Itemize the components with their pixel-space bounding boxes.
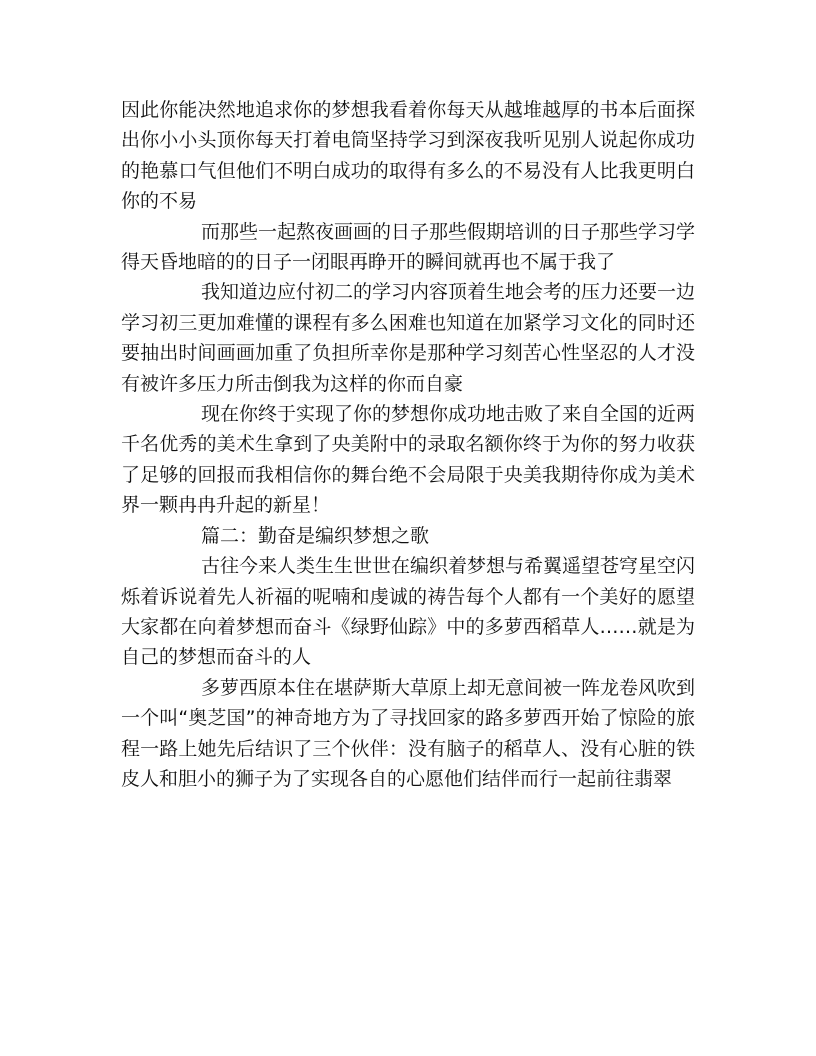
section-heading: 篇二：勤奋是编织梦想之歌 (201, 524, 430, 547)
paragraph-5: 古往今来人类生生世世在编织着梦想与希翼遥望苍穹星空闪烁着诉说着先人祈福的呢喃和虔诚的祷告每个人都有一个美好的愿望大家都在向着梦想而奋斗《绿野仙踪》中的多萝西稻草人……就是为自己的梦想而奋斗的人 (121, 555, 696, 669)
paragraph-6: 多萝西原本住在堪萨斯大草原上却无意间被一阵龙卷风吹到一个叫“奥芝国”的神奇地方为了寻找回家的路多萝西开始了惊险的旅程一路上她先后结识了三个伙伴：没有脑子的稻草人、没有心脏的铁皮人和胆小的狮子为了实现各自的心愿他们结伴而行一起前往翡翠 (121, 676, 696, 790)
body-text (121, 95, 695, 794)
paragraph-2: 而那些一起熬夜画画的日子那些假期培训的日子那些学习学得天昏地暗的的日子一闭眼再睁开的瞬间就再也不属于我了 (121, 220, 696, 274)
paragraph-4: 现在你终于实现了你的梦想你成功地击败了来自全国的近两千名优秀的美术生拿到了央美附中的录取名额你终于为你的努力收获了足够的回报而我相信你的舞台绝不会局限于央美我期待你成为美术界一颗冉冉升起的新星！ (121, 403, 696, 517)
paragraph-3: 我知道边应付初二的学习内容顶着生地会考的压力还要一边学习初三更加难懂的课程有多么困难也知道在加紧学习文化的同时还要抽出时间画画加重了负担所幸你是那种学习刻苦心性坚忍的人才没有被许多压力所击倒我为这样的你而自豪 (121, 281, 696, 395)
paragraph-1: 因此你能决然地追求你的梦想我看着你每天从越堆越厚的书本后面探出你小小头顶你每天打着电筒坚持学习到深夜我听见别人说起你成功的艳慕口气但他们不明白成功的取得有多么的不易没有人比我更明白你的不易 (121, 99, 695, 213)
